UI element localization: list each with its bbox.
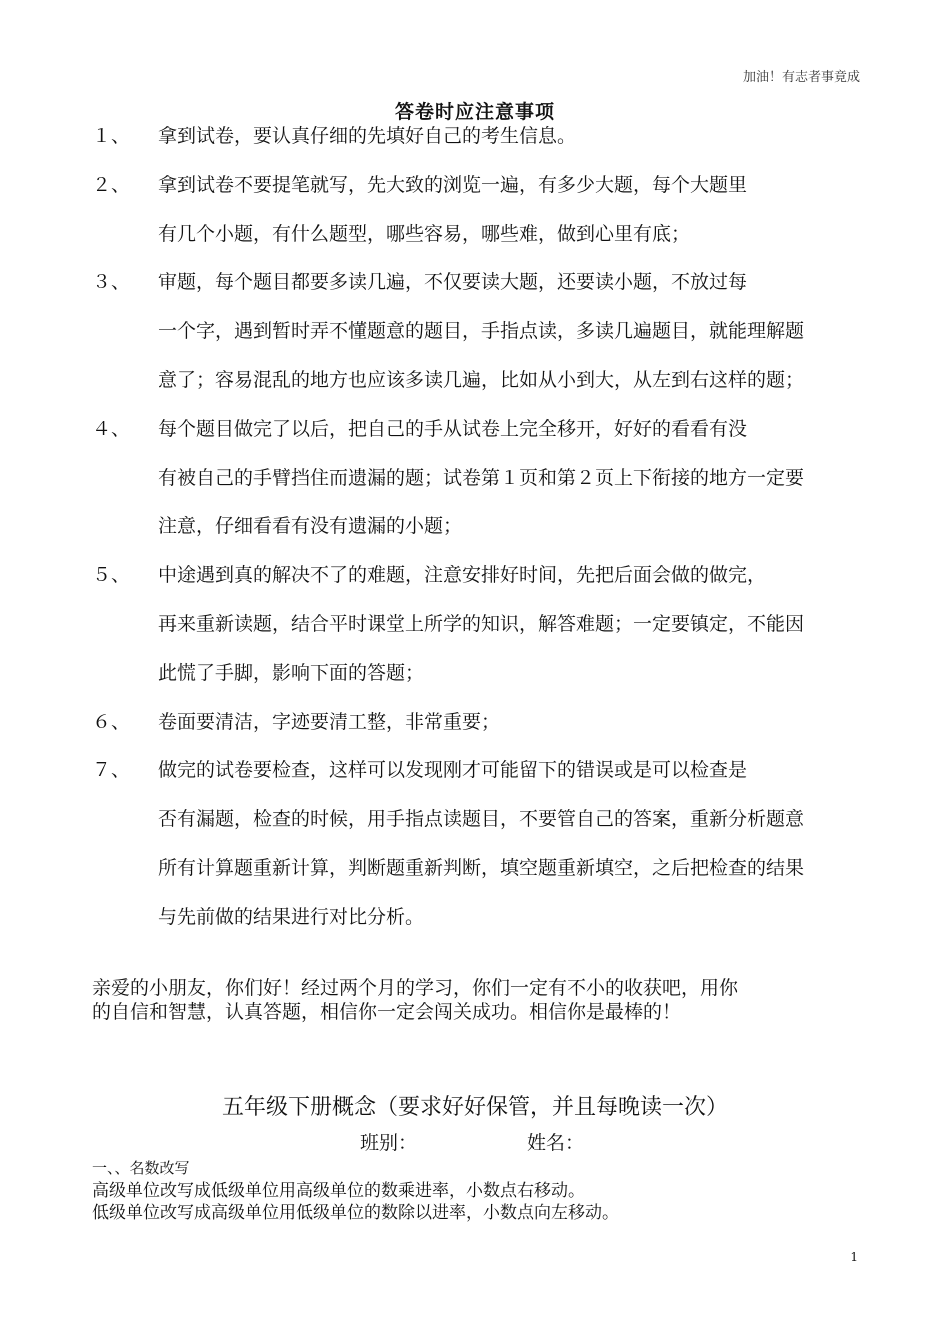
- encouragement-line: 的自信和智慧，认真答题，相信你一定会闯关成功。相信你是最棒的！: [92, 1001, 682, 1023]
- tip-line: [92, 120, 862, 169]
- tip-text: 中途遇到真的解决不了的难题，注意安排好时间，先把后面会做的做完，: [158, 564, 767, 587]
- tip-text: 注意，仔细看看有没有遗漏的小题；: [158, 515, 463, 538]
- tip-text: 一个字，遇到暂时弄不懂题意的题目，手指点读，多读几遍题目，就能理解题: [158, 320, 805, 343]
- header-note: 加油！有志者事竟成: [742, 70, 860, 85]
- tip-line: [92, 169, 862, 218]
- tip-line: [92, 413, 862, 462]
- tip-text: 意了；容易混乱的地方也应该多读几遍，比如从小到大，从左到右这样的题；: [158, 368, 805, 391]
- tip-text: 此慌了手脚，影响下面的答题；: [158, 661, 425, 684]
- tip-line: [92, 608, 862, 657]
- tip-line: [92, 364, 862, 413]
- tip-text: 每个题目做完了以后，把自己的手从试卷上完全移开，好好的看看有没: [158, 417, 748, 440]
- class-label: 班别：: [360, 1132, 418, 1154]
- tip-line: [92, 462, 862, 511]
- tip-number: ７、: [92, 759, 131, 782]
- tip-number: ５、: [92, 564, 131, 587]
- tip-line: [92, 901, 862, 950]
- tip-line: [92, 315, 862, 364]
- concepts-list: [92, 1180, 619, 1224]
- tip-number: ４、: [92, 417, 131, 440]
- tip-line: [92, 706, 862, 755]
- section-title: 五年级下册概念（要求好好保管，并且每晚读一次）: [221, 1095, 728, 1120]
- tip-number: ６、: [92, 710, 131, 733]
- encouragement-line: 亲爱的小朋友，你们好！经过两个月的学习，你们一定有不小的收获吧，用你: [92, 977, 739, 999]
- tips-list: [92, 120, 862, 950]
- tip-text: 拿到试卷不要提笔就写，先大致的浏览一遍，有多少大题，每个大题里: [158, 173, 748, 196]
- sub-heading: 一、、名数改写: [92, 1159, 190, 1177]
- tip-line: [92, 803, 862, 852]
- tip-line: [92, 218, 862, 267]
- tip-text: 审题，每个题目都要多读几遍，不仅要读大题，还要读小题，不放过每: [158, 271, 748, 294]
- tip-text: 否有漏题，检查的时候，用手指点读题目，不要管自己的答案，重新分析题意: [158, 808, 805, 831]
- tip-line: [92, 510, 862, 559]
- tip-text: 卷面要清洁，字迹要清工整，非常重要；: [158, 710, 501, 733]
- tip-text: 有几个小题，有什么题型，哪些容易，哪些难，做到心里有底；: [158, 222, 691, 245]
- tip-text: 再来重新读题，结合平时课堂上所学的知识，解答难题；一定要镇定，不能因: [158, 612, 805, 635]
- page-title: 答卷时应注意事项: [394, 101, 555, 123]
- tip-text: 做完的试卷要检查，这样可以发现刚才可能留下的错误或是可以检查是: [158, 759, 748, 782]
- tip-line: [92, 266, 862, 315]
- tip-line: [92, 852, 862, 901]
- tip-text: 与先前做的结果进行对比分析。: [158, 905, 425, 928]
- tip-number: １、: [92, 125, 131, 147]
- tip-text: 所有计算题重新计算，判断题重新判断，填空题重新填空，之后把检查的结果: [158, 856, 805, 879]
- concept-line: 低级单位改写成高级单位用低级单位的数除以进率，小数点向左移动。: [92, 1203, 619, 1223]
- tip-line: [92, 559, 862, 608]
- tip-text: 有被自己的手臂挡住而遗漏的题；试卷第１页和第２页上下衔接的地方一定要: [158, 466, 805, 489]
- concept-line: 高级单位改写成低级单位用高级单位的数乘进率，小数点右移动。: [92, 1181, 585, 1201]
- encouragement-paragraph: [92, 976, 872, 1024]
- name-label: 姓名：: [527, 1132, 585, 1154]
- tip-line: [92, 754, 862, 803]
- tip-text: 拿到试卷，要认真仔细的先填好自己的考生信息。: [158, 125, 577, 147]
- tip-number: ２、: [92, 173, 131, 196]
- tip-number: ３、: [92, 271, 131, 294]
- page-number: 1: [850, 1250, 858, 1264]
- class-name-row: [360, 1128, 584, 1155]
- tip-line: [92, 657, 862, 706]
